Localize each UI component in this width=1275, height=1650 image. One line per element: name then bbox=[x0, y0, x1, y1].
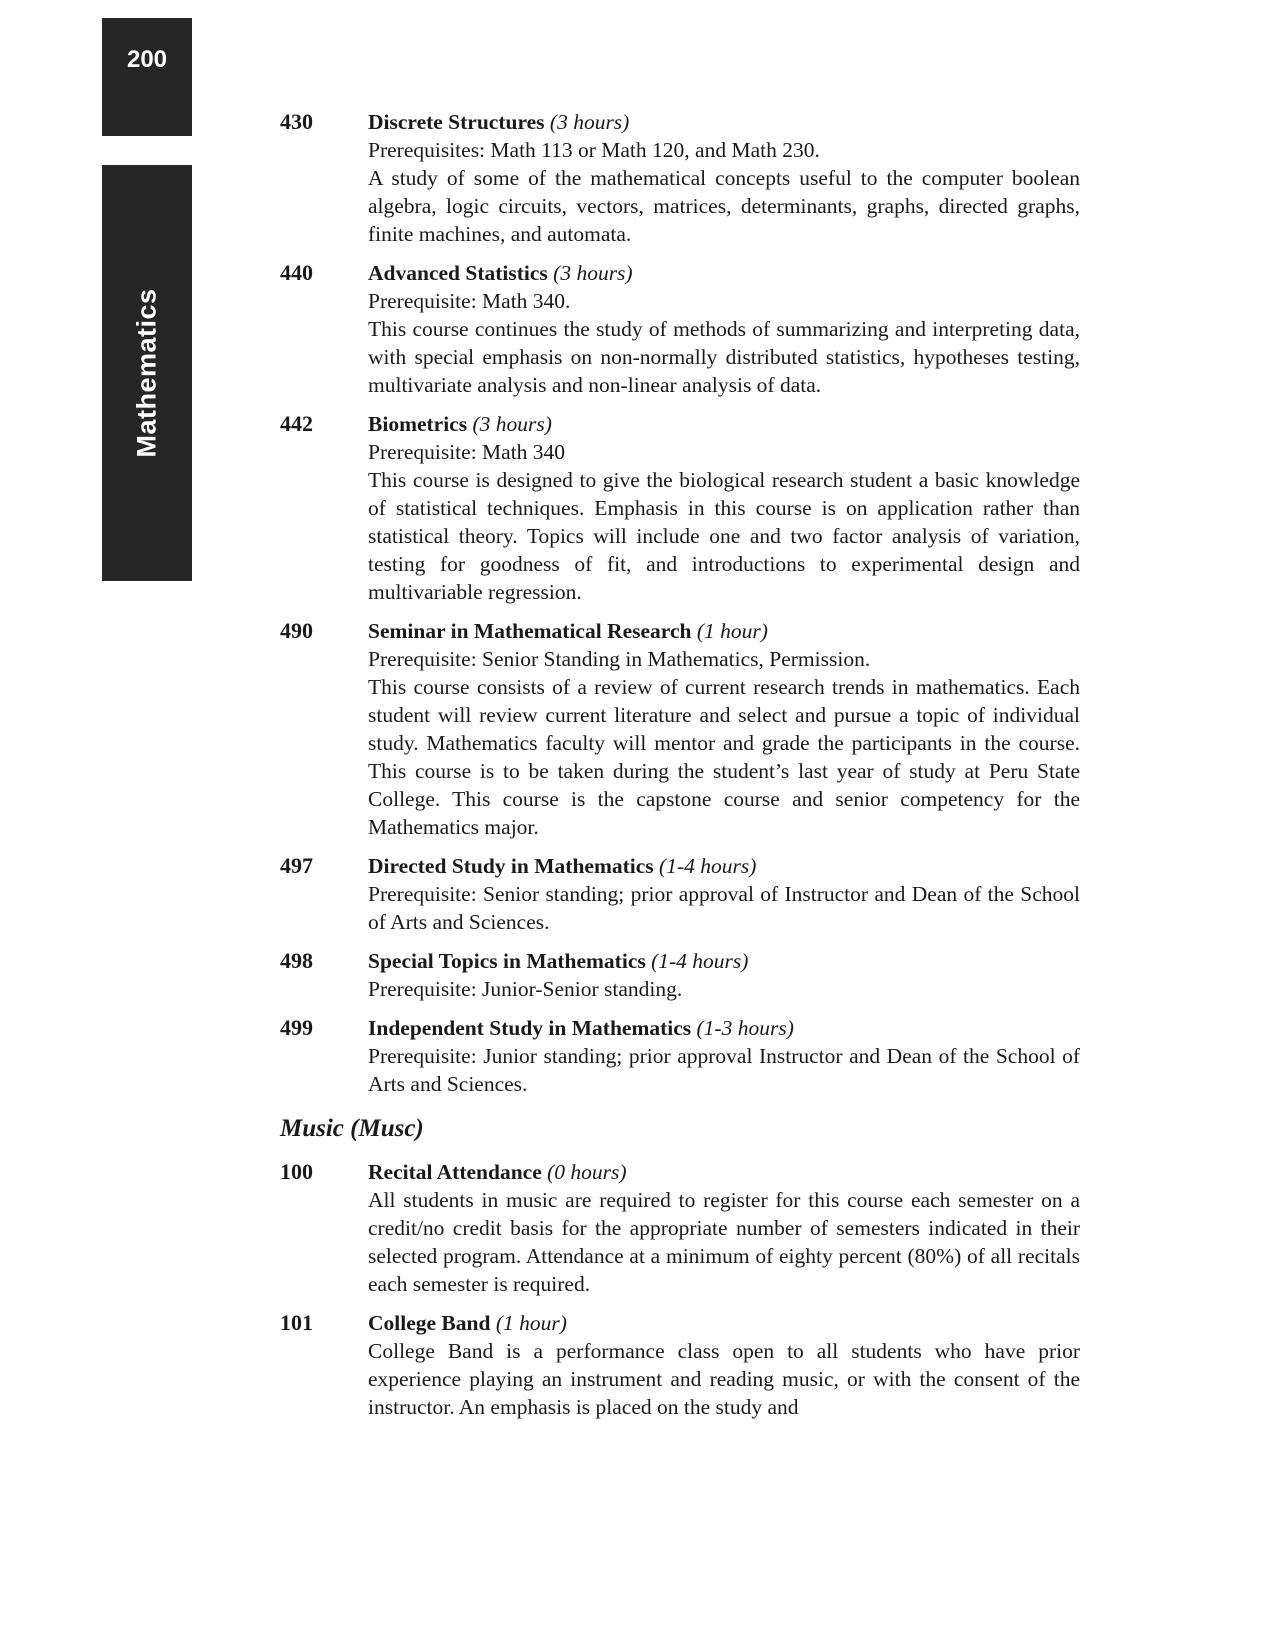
course-entry bbox=[280, 1158, 1080, 1298]
course-hours: (3 hours) bbox=[553, 261, 633, 285]
course-description: This course consists of a review of current research trends in mathematics. Each student will review current literature and select and pursue a topic of individual study. Mathematics faculty will mentor and grade the participants in the course. This course is to be taken during the student’s last year of study at Peru State College. This course is the capstone course and senior competency for the Mathematics major. bbox=[368, 675, 1080, 839]
course-title: Seminar in Mathematical Research bbox=[368, 619, 692, 643]
course-prerequisite: Prerequisite: Junior-Senior standing. bbox=[368, 977, 683, 1001]
course-entry bbox=[280, 1309, 1080, 1421]
course-number: 497 bbox=[280, 853, 313, 878]
course-number: 101 bbox=[280, 1310, 313, 1335]
course-title: Advanced Statistics bbox=[368, 261, 548, 285]
course-title: Discrete Structures bbox=[368, 110, 545, 134]
course-listing bbox=[280, 108, 1080, 1432]
course-prerequisite: Prerequisite: Senior standing; prior approval of Instructor and Dean of the School of Arts and Sciences. bbox=[368, 882, 1080, 934]
course-title: College Band bbox=[368, 1311, 491, 1335]
page-number-tab bbox=[102, 18, 192, 136]
course-entry bbox=[280, 108, 1080, 248]
course-description: This course continues the study of methods of summarizing and interpreting data, with special emphasis on non-normally distributed statistics, hypotheses testing, multivariate analysis and non-linear analysis of data. bbox=[368, 317, 1080, 397]
course-title: Biometrics bbox=[368, 412, 468, 436]
section-tab-label: Mathematics bbox=[131, 288, 162, 458]
course-title: Directed Study in Mathematics bbox=[368, 854, 654, 878]
course-title: Recital Attendance bbox=[368, 1160, 542, 1184]
course-number: 100 bbox=[280, 1159, 313, 1184]
course-prerequisite: Prerequisite: Senior Standing in Mathematics, Permission. bbox=[368, 647, 871, 671]
course-hours: (1 hour) bbox=[696, 619, 768, 643]
course-number: 440 bbox=[280, 260, 313, 285]
course-prerequisite: Prerequisite: Junior standing; prior approval Instructor and Dean of the School of Arts and Sciences. bbox=[368, 1044, 1080, 1096]
course-entry bbox=[280, 947, 1080, 1003]
course-number: 498 bbox=[280, 948, 313, 973]
course-title: Special Topics in Mathematics bbox=[368, 949, 646, 973]
course-description: College Band is a performance class open to all students who have prior experience playing an instrument and reading music, or with the consent of the instructor. An emphasis is placed on the study and bbox=[368, 1339, 1080, 1419]
course-prerequisite: Prerequisite: Math 340. bbox=[368, 289, 571, 313]
course-number: 499 bbox=[280, 1015, 313, 1040]
department-heading: Music (Musc) bbox=[280, 1115, 424, 1142]
course-entry bbox=[280, 259, 1080, 399]
course-number: 430 bbox=[280, 109, 313, 134]
page-number: 200 bbox=[126, 46, 168, 73]
course-entry bbox=[280, 617, 1080, 841]
course-hours: (3 hours) bbox=[472, 412, 552, 436]
course-entry bbox=[280, 1014, 1080, 1098]
course-hours: (0 hours) bbox=[547, 1160, 627, 1184]
course-title: Independent Study in Mathematics bbox=[368, 1016, 692, 1040]
course-entry bbox=[280, 852, 1080, 936]
course-prerequisite: Prerequisites: Math 113 or Math 120, and Math 230. bbox=[368, 138, 820, 162]
course-description: This course is designed to give the biological research student a basic knowledge of statistical techniques. Emphasis in this course is on application rather than statistical theory. Topics will include one and two factor analysis of variation, testing for goodness of fit, and introductions to experimental design and multivariable regression. bbox=[368, 468, 1080, 604]
section-tab bbox=[102, 165, 192, 581]
course-description: A study of some of the mathematical concepts useful to the computer boolean algebra, logic circuits, vectors, matrices, determinants, graphs, directed graphs, finite machines, and automata. bbox=[368, 166, 1080, 246]
course-hours: (1 hour) bbox=[495, 1311, 567, 1335]
course-hours: (1-3 hours) bbox=[696, 1016, 794, 1040]
course-hours: (1-4 hours) bbox=[659, 854, 757, 878]
course-number: 490 bbox=[280, 618, 313, 643]
course-hours: (3 hours) bbox=[549, 110, 630, 134]
course-description: All students in music are required to register for this course each semester on a credit/no credit basis for the appropriate number of semesters indicated in their selected program. Attendance at a minimum of eighty percent (80%) of all recitals each semester is required. bbox=[368, 1188, 1080, 1296]
course-number: 442 bbox=[280, 411, 313, 436]
course-prerequisite: Prerequisite: Math 340 bbox=[368, 440, 566, 464]
course-hours: (1-4 hours) bbox=[651, 949, 749, 973]
course-entry bbox=[280, 410, 1080, 606]
